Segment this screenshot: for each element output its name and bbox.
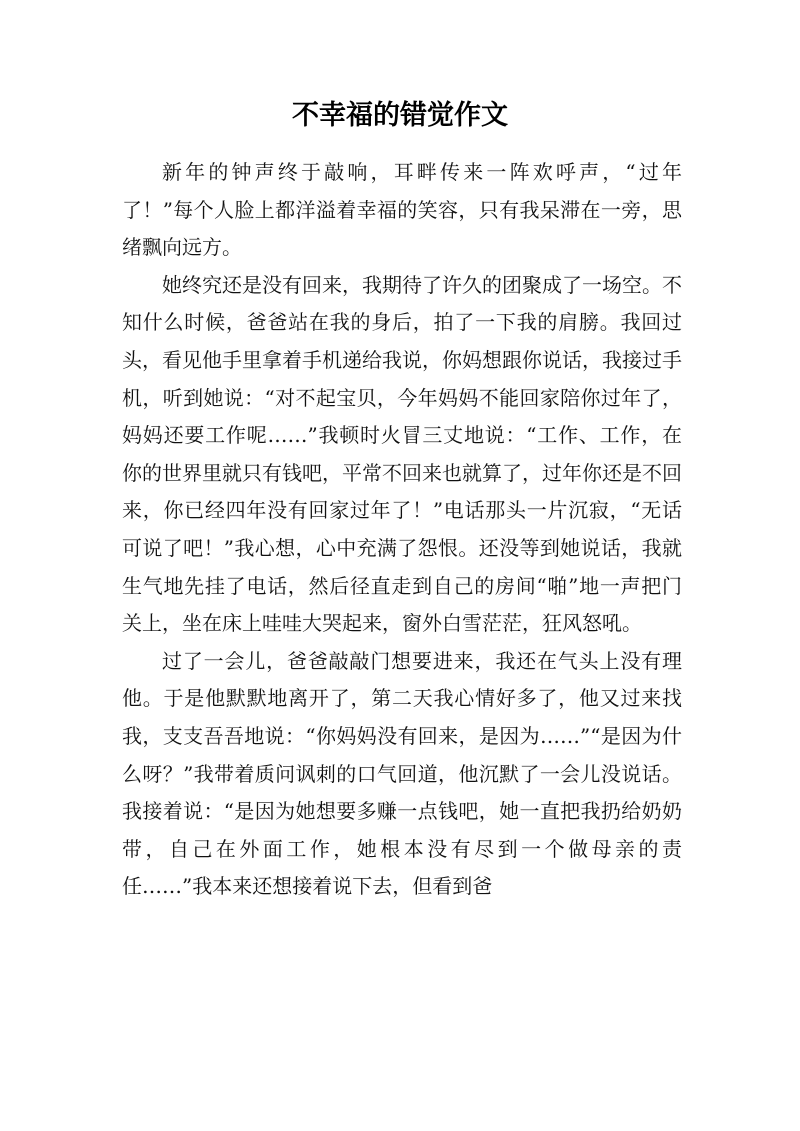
paragraph-1: 新年的钟声终于敲响，耳畔传来一阵欢呼声，“过年了！”每个人脸上都洋溢着幸福的笑容，只有我呆滞在一旁，思绪飘向远方。: [122, 160, 682, 260]
document-title: 不幸福的错觉作文: [292, 100, 508, 131]
paragraph-2: 她终究还是没有回来，我期待了许久的团聚成了一场空。不知什么时候，爸爸站在我的身后，拍了一下我的肩膀。我回过头，看见他手里拿着手机递给我说，你妈想跟你说话，我接过手机，听到她说：“对不起宝贝，今年妈妈不能回家陪你过年了，妈妈还要工作呢……”我顿时火冒三丈地说：“工作、工作，在你的世界里就只有钱吧，平常不回来也就算了，过年你还是不回来，你已经四年没有回家过年了！”电话那头一片沉寂，“无话可说了吧！”我心想，心中充满了怨恨。还没等到她说话，我就生气地先挂了电话，然后径直走到自己的房间“啪”地一声把门关上，坐在床上哇哇大哭起来，窗外白雪茫茫，狂风怒吼。: [122, 272, 682, 636]
document-body: [122, 154, 682, 906]
paragraph-3: 过了一会儿，爸爸敲敲门想要进来，我还在气头上没有理他。于是他默默地离开了，第二天我心情好多了，他又过来找我，支支吾吾地说：“你妈妈没有回来，是因为……”“是因为什么呀？”我带着质问讽刺的口气回道，他沉默了一会儿没说话。我接着说：“是因为她想要多赚一点钱吧，她一直把我扔给奶奶带，自己在外面工作，她根本没有尽到一个做母亲的责任……”我本来还想接着说下去，但看到爸: [122, 648, 682, 899]
